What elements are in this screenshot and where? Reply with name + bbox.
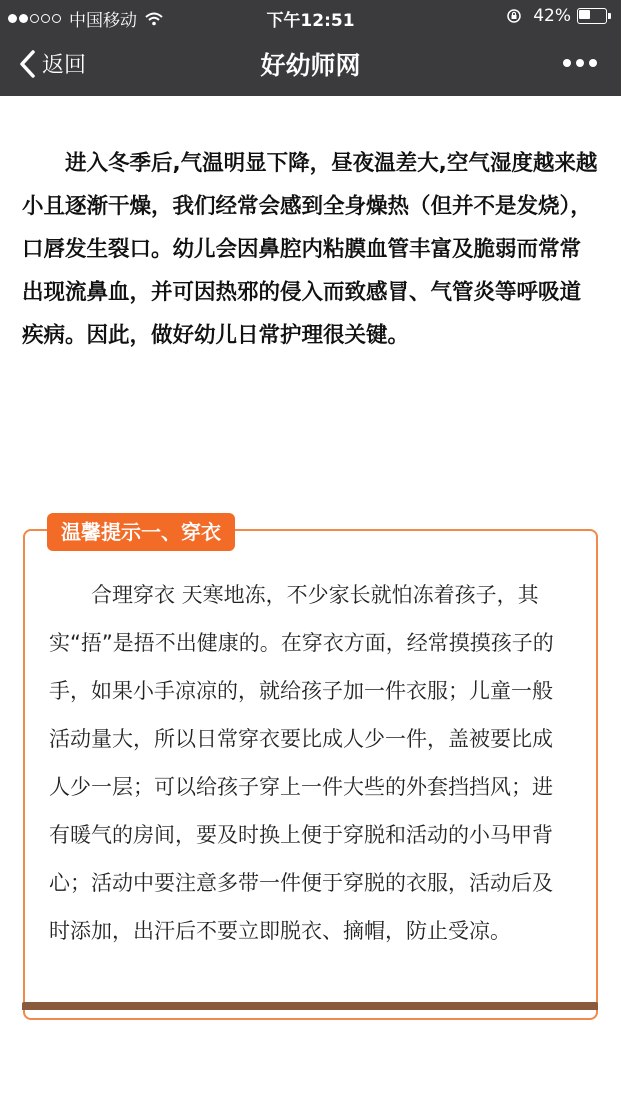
next-section-image-edge [22, 1002, 598, 1010]
more-dot-icon [589, 59, 597, 67]
battery-icon [577, 8, 611, 24]
tip-card-clothing [23, 520, 598, 1020]
more-dot-icon [576, 59, 584, 67]
status-time: 下午12:51 [266, 11, 355, 31]
carrier-name: 中国移动 [69, 11, 137, 31]
tip-tag: 温馨提示一、穿衣 [47, 513, 235, 551]
tip-body: 合理穿衣 天寒地冻，不少家长就怕冻着孩子，其实“捂”是捂不出健康的。在穿衣方面，经常摸摸孩子的手，如果小手凉凉的，就给孩子加一件衣服；儿童一般活动量大，所以日常穿衣要比成人少一件，盖被要比成人少一层；可以给孩子穿上一件大些的外套挡挡风；进有暖气的房间，要及时换上便于穿脱和活动的小马甲背心；活动中要注意多带一件便于穿脱的衣服，活动后及时添加，出汗后不要立即脱衣、摘帽，防止受凉。 [49, 583, 554, 943]
nav-bar [0, 32, 621, 96]
battery-percent: 42% [533, 6, 571, 26]
more-options-button[interactable] [558, 59, 597, 67]
status-bar [0, 0, 621, 32]
back-label: 返回 [42, 53, 87, 78]
more-dot-icon [563, 59, 571, 67]
rotation-lock-icon [507, 9, 521, 23]
page-title: 好幼师网 [260, 51, 361, 80]
intro-paragraph: 进入冬季后,气温明显下降，昼夜温差大,空气湿度越来越小且逐渐干燥，我们经常会感到全身燥热（但并不是发烧），口唇发生裂口。幼儿会因鼻腔内粘膜血管丰富及脆弱而常常出现流鼻血，并可因热邪的侵入而致感冒、气管炎等呼吸道疾病。因此，做好幼儿日常护理很关键。 [22, 151, 598, 348]
battery-group [507, 6, 611, 26]
